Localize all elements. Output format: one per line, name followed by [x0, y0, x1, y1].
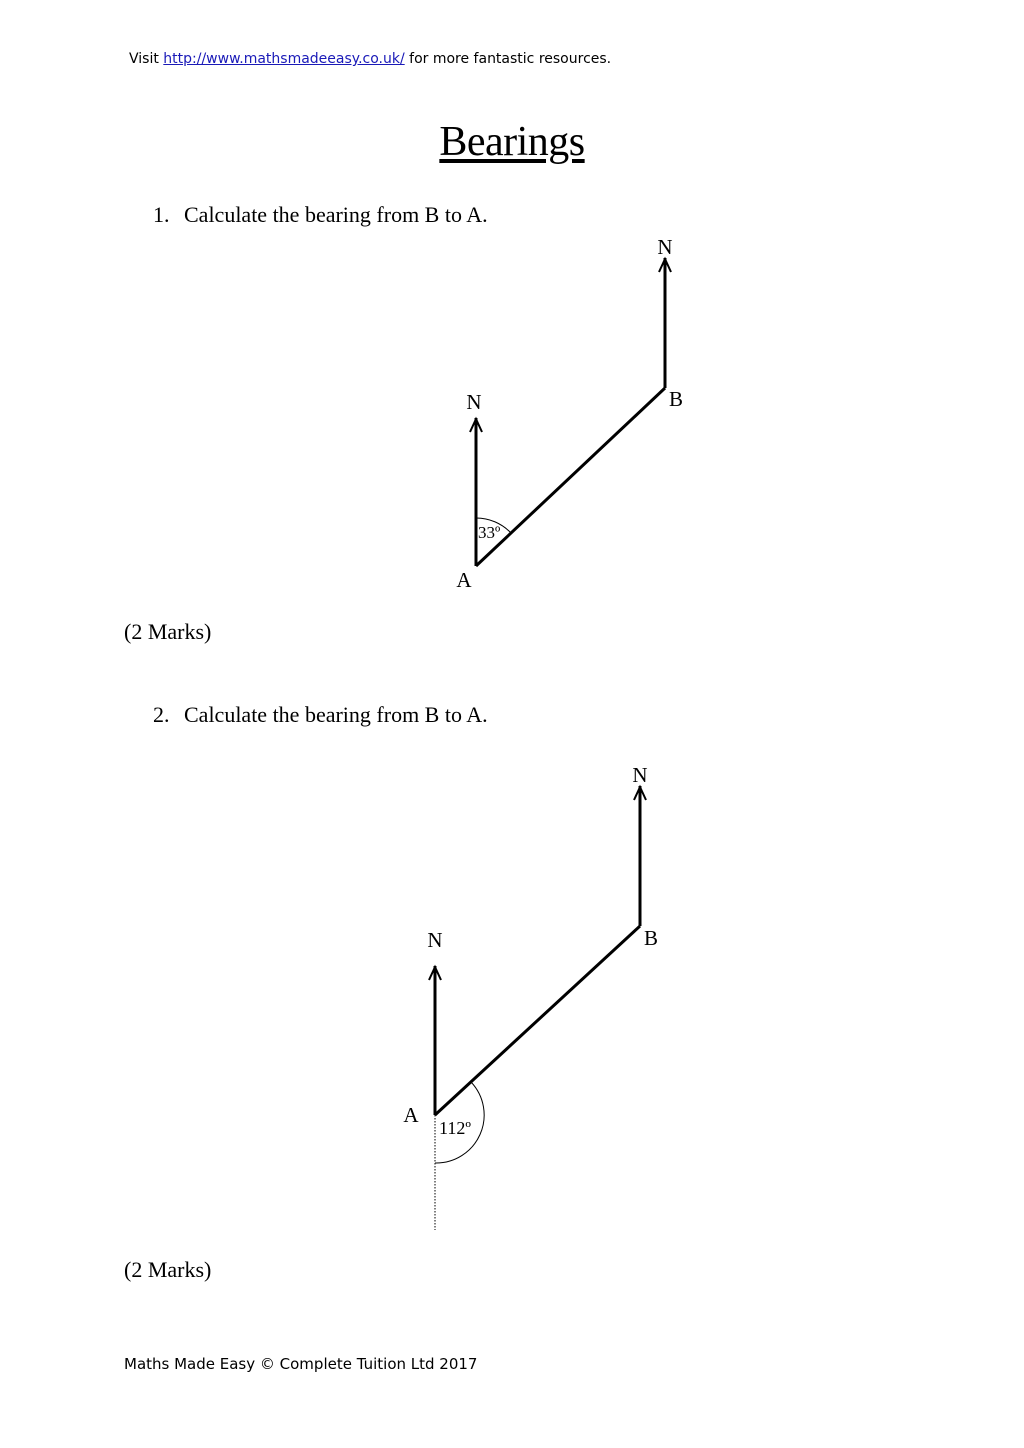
north-label-b: N [632, 763, 648, 787]
north-label-a: N [466, 390, 482, 414]
question-number: 2. [153, 702, 170, 727]
header-suffix: for more fantastic resources. [409, 51, 612, 67]
question-number: 1. [153, 202, 170, 227]
point-label-a: A [456, 568, 472, 592]
north-label-b: N [657, 235, 673, 259]
footer-copyright: Maths Made Easy © Complete Tuition Ltd 2017 [124, 1355, 478, 1373]
north-label-a: N [427, 928, 443, 952]
line-ab [435, 926, 640, 1115]
point-label-a: A [403, 1103, 419, 1127]
angle-label: 33º [478, 523, 501, 542]
point-label-b: B [643, 926, 659, 950]
header-prefix: Visit [129, 51, 159, 67]
question-text: Calculate the bearing from B to A. [184, 202, 488, 227]
marks-2: (2 Marks) [124, 1257, 212, 1282]
angle-label: 112º [439, 1118, 471, 1138]
question-text: Calculate the bearing from B to A. [184, 702, 488, 727]
point-label-b: B [668, 387, 684, 411]
marks-1: (2 Marks) [124, 619, 212, 644]
page-title: Bearings [439, 119, 585, 165]
website-link[interactable]: http://www.mathsmadeeasy.co.uk/ [163, 51, 405, 67]
